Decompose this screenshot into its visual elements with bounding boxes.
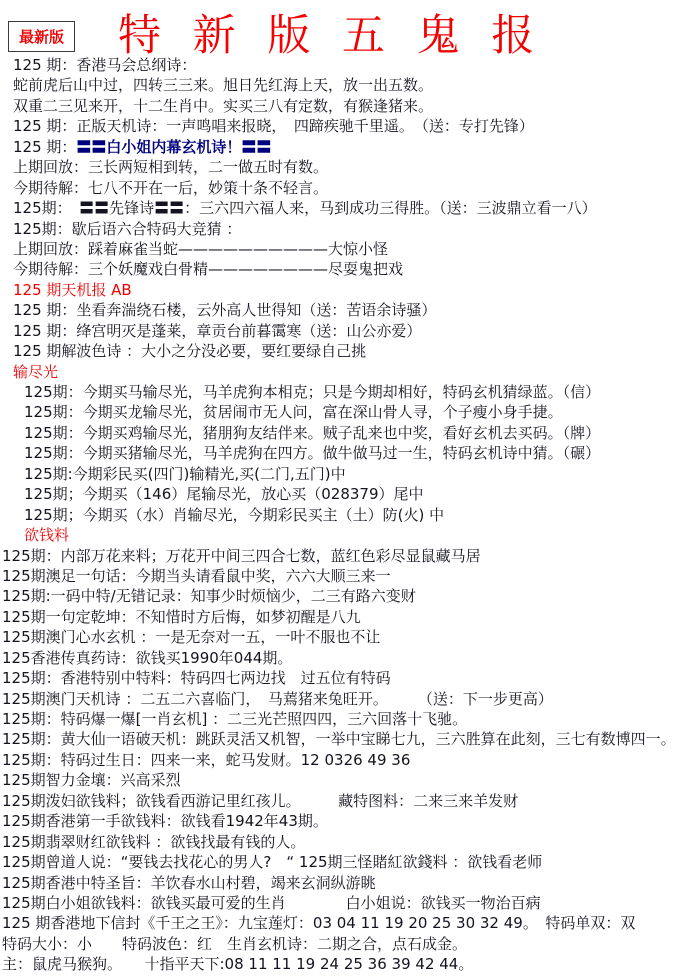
- line-masthead-poem-1: 蛇前虎后山中过，四转三三来。旭日先红海上天，放一出五数。: [13, 76, 434, 95]
- line-masthead-poem-title: 125 期：香港马会总纲诗：: [13, 56, 197, 74]
- section-heading-yuqianliao: 欲钱料: [24, 526, 70, 545]
- line-baixiaojie-title: 〓〓白小姐内幕玄机诗！〓〓: [76, 137, 272, 156]
- line-tema-baoyibao: 125期：特码爆一爆[一肖玄机] ：二三光芒照四四，三六回落十飞驰。: [2, 710, 468, 728]
- line-zengdaoren: 125期曾道人说：“要钱去找花心的男人? “ 125期三怪賭紅欲錢料 ：欲钱看老师: [2, 853, 543, 872]
- line-baixiaojie-prefix: 125 期：: [13, 137, 77, 156]
- section-heading-shujinguang: 输尽光: [13, 362, 59, 381]
- line-feicui-caihong: 125期翡翠财红欲钱料 ：欲钱找最有钱的人。: [2, 832, 306, 851]
- latest-edition-badge: 最新版: [8, 21, 75, 52]
- line-pofu-yuqianliao: 125期泼妇欲钱料；欲钱看西游记里红孩儿。 藏特图料：二来三来羊发财: [2, 791, 519, 810]
- line-shujinguang-pig: 125期：今期买猪输尽光，马羊虎狗在四方。做牛做马过一生，特码玄机诗中猜。（碾）: [24, 444, 601, 463]
- line-this-issue-pending-1: 今期待解：七八不开在一后，妙策十条不轻言。: [13, 178, 329, 197]
- line-tianjibao-1: 125 期：坐看奔湍绕石楼，云外高人世得知（送：苦语余诗骚）: [13, 301, 437, 320]
- page-title: 特 新 版 五 鬼 报: [118, 11, 544, 61]
- line-tema-daxiao-bose: 特码大小：小 特码波色：红 生肖玄机诗：二期之合，点石成金。: [2, 934, 468, 953]
- line-aomen-tianjishi: 125期澳门天机诗 ：二五二六喜临门， 马蔫猪来兔旺开。 （送：下一步更高）: [2, 689, 553, 708]
- line-tianji-poem: 125 期：正版天机诗：一声鸣唱来报晓， 四蹄疾驰千里遥。 （送：专打先锋）: [13, 117, 534, 136]
- line-baixiaojie-yuqianliao: 125期白小姐欲钱料：欲钱买最可爱的生肖 白小姐说：欲钱买一物治百病: [2, 893, 541, 912]
- line-baixiaojie-heading: [0, 137, 696, 157]
- line-tianjibao-2: 125 期：绛宫明灭是蓬莱，章贡台前暮霭寒（送：山公亦爱）: [13, 321, 422, 340]
- line-last-issue-replay-1: 上期回放：三长两短相到转，二一做五时有数。: [13, 158, 329, 177]
- line-chuanzhen-yaoshi: 125香港传真药诗：欲钱买1990年044期。: [2, 648, 293, 667]
- line-shujinguang-tails: 125期；今期买（146）尾输尽光，放心买（028379）尾中: [24, 485, 424, 504]
- line-shujinguang-rooster: 125期：今期买鸡输尽光，猪朋狗友结伴来。贼子乱来也中奖，看好玄机去买码。（牌）: [24, 423, 601, 442]
- line-tebie-zhongteliao: 125期：香港特别中特料：特码四七两边找 过五位有特码: [2, 669, 391, 688]
- line-last-issue-replay-2: 上期回放：踩着麻雀当蛇——————————大惊小怪: [13, 239, 389, 258]
- line-yima-zhongte: 125期:一码中特/无错记录：知事少时烦恼少，二三有路六变财: [2, 587, 416, 606]
- line-jiebose-poem: 125 期解波色诗 ：大小之分没必要，要红要绿自己挑: [13, 342, 367, 361]
- line-zhongte-shengzhi: 125期香港中特圣旨：羊饮春水山村碧，竭来玄洞纵游眺: [2, 873, 376, 892]
- line-shujinguang-gates: 125期:今期彩民买(四门)输精光,买(二门,五门)中: [24, 464, 346, 483]
- line-huangdaxian: 125期：黄大仙一语破天机：跳跃灵活又机智，一举中宝睇七九，三六胜算在此刻，三七有数博四一。: [2, 730, 676, 749]
- line-aozu-yijuhua: 125期澳足一句话：今期当头请看鼠中奖，六六大顺三来一: [2, 566, 391, 585]
- line-zhu-shizhi: 主：鼠虎马猴狗。 十指平天下:08 11 11 19 24 25 36 39 42 44。: [2, 955, 474, 974]
- document-body: [0, 55, 696, 975]
- line-masthead-poem-2: 双重二三见来开，十二生肖中。实买三八有定数，有猴逢猪来。: [13, 96, 434, 115]
- section-heading-tianjibao-ab: 125 期天机报 AB: [13, 280, 132, 299]
- line-neibu-wanhua: 125期：内部万花来料；万花开中间三四合七数，蓝红色彩尽显鼠藏马居: [2, 546, 481, 565]
- line-dixia-xinfeng: 125 期香港地下信封《千王之王》：九宝莲灯：03 04 11 19 20 25 30 32 49。 特码单双：双: [2, 914, 636, 933]
- line-zhili-jinrang: 125期智力金壤：兴高采烈: [2, 771, 181, 790]
- line-shujinguang-element: 125期；今期买（水）肖输尽光，今期彩民买主（土）防(火) 中: [24, 505, 445, 524]
- line-aomen-xinshui: 125期澳门心水玄机 ：一是无奈对一五，一叶不服也不让: [2, 628, 381, 647]
- line-diyishou-yuqianliao: 125期香港第一手欲钱料：欲钱看1942年43期。: [2, 812, 328, 831]
- line-this-issue-pending-2: 今期待解：三个妖魔戏白骨精————————尽耍鬼把戏: [13, 260, 404, 279]
- line-tema-shengri: 125期：特码过生日：四来一来，蛇马发财。12 0326 49 36: [2, 750, 411, 769]
- line-xianfeng-poem: 125期： 〓〓先锋诗〓〓：三六四六福人来，马到成功三得胜。（送：三波鼎立看一八）: [13, 199, 597, 218]
- line-shujinguang-dragon: 125期：今期买龙输尽光，贫居闹市无人问，富在深山骨人寻，个子瘦小身手捷。: [24, 403, 563, 422]
- line-xiehouyu-heading: 125期：歇后语六合特码大竞猜 ：: [13, 219, 242, 238]
- line-yiju-dingqiankun: 125期一句定乾坤：不知惜时方后悔，如梦初醒是八九: [2, 607, 361, 626]
- line-shujinguang-horse: 125期：今期买马输尽光，马羊虎狗本相克；只是今期却相好，特码玄机猜绿蓝。（信）: [24, 383, 601, 401]
